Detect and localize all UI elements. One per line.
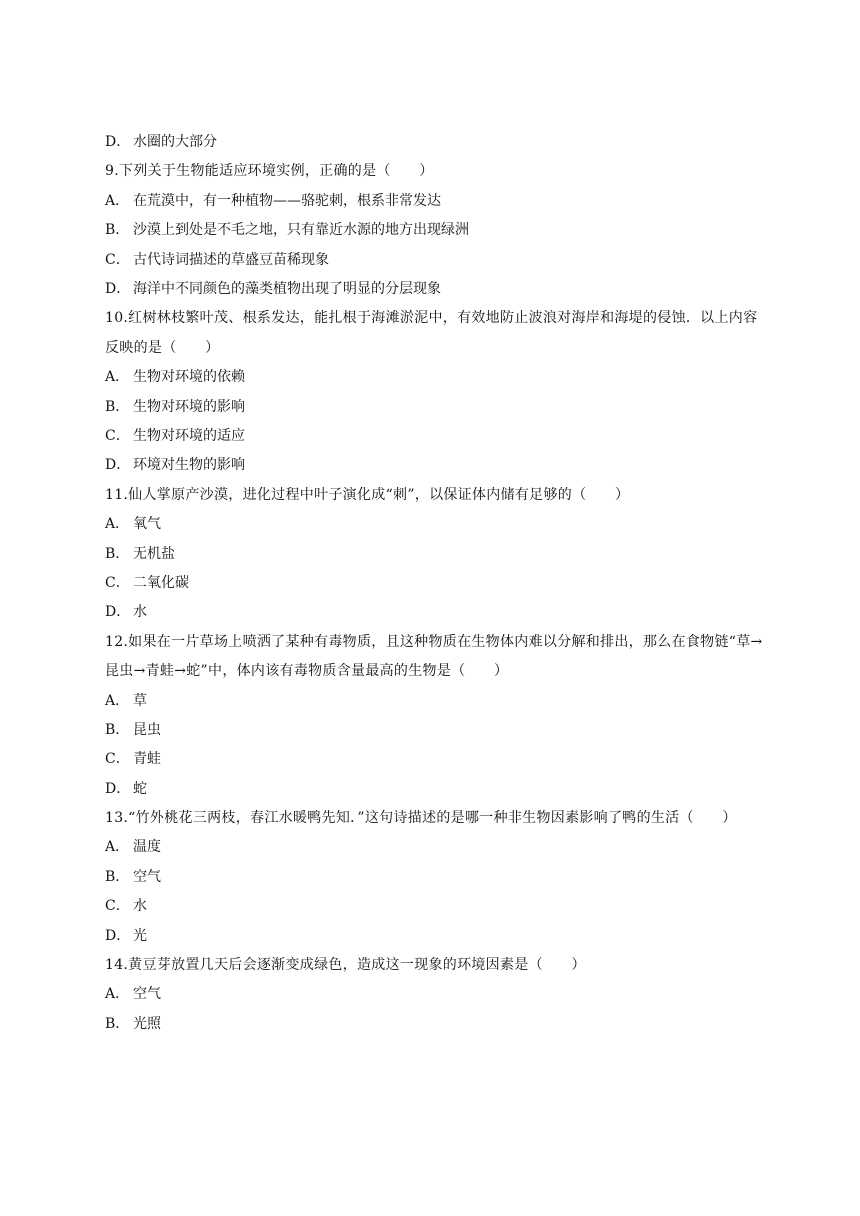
option-letter: B． [105,1015,130,1032]
answer-option [105,716,765,745]
question-stem [105,628,765,687]
answer-option [105,422,765,451]
option-letter: D． [105,280,131,297]
answer-option [105,922,765,951]
option-letter: A． [105,839,130,856]
option-letter: B． [105,398,130,415]
option-text: 生物对环境的适应 [133,427,245,444]
question-text: 红树林枝繁叶茂、根系发达，能扎根于海滩淤泥中，有效地防止波浪对海岸和海堤的侵蚀．以上内容反映的是（ ） [105,310,758,356]
option-text: 水圈的大部分 [133,134,217,150]
option-letter: D． [105,927,131,944]
answer-option [105,980,765,1009]
question-stem [105,804,765,833]
answer-option [105,246,765,275]
question-number: 9. [105,163,119,180]
option-text: 光照 [133,1015,161,1032]
question-stem [105,157,765,186]
answer-option [105,216,765,245]
answer-option [105,833,765,862]
question-stem [105,951,765,980]
answer-option [105,393,765,422]
option-text: 海洋中不同颜色的藻类植物出现了明显的分层现象 [133,280,441,297]
option-text: 昆虫 [133,721,161,738]
option-text: 无机盐 [133,545,175,562]
option-text: 空气 [133,986,161,1003]
answer-option [105,892,765,921]
option-letter: A． [105,692,130,709]
question-stem [105,481,765,510]
option-text: 生物对环境的依赖 [133,369,245,386]
question-text: 仙人掌原产沙漠，进化过程中叶子演化成“刺”，以保证体内储有足够的（ ） [128,486,630,503]
answer-option [105,451,765,480]
question-number: 13. [105,810,129,827]
answer-option [105,275,765,304]
answer-option [105,363,765,392]
option-letter: C． [105,574,130,591]
option-text: 蛇 [133,780,147,797]
option-text: 环境对生物的影响 [133,457,245,474]
answer-option [105,187,765,216]
option-text: 在荒漠中，有一种植物——骆驼刺，根系非常发达 [133,192,441,209]
option-text: 沙漠上到处是不毛之地，只有靠近水源的地方出现绿洲 [133,222,469,239]
option-text: 空气 [133,868,161,885]
question-stem [105,304,765,363]
answer-option [105,128,765,157]
option-text: 光 [133,927,147,944]
option-letter: A． [105,986,130,1003]
option-letter: D． [105,134,131,150]
question-text: “竹外桃花三两枝，春江水暖鸭先知．”这句诗描述的是哪一种非生物因素影响了鸭的生活（ ） [128,810,737,827]
option-letter: C． [105,251,130,268]
option-letter: B． [105,545,130,562]
option-letter: A． [105,516,130,533]
option-text: 青蛙 [133,751,161,768]
option-letter: A． [105,369,130,386]
question-text: 黄豆芽放置几天后会逐渐变成绿色，造成这一现象的环境因素是（ ） [128,957,586,974]
option-letter: D． [105,604,131,621]
option-text: 生物对环境的影响 [133,398,245,415]
option-text: 古代诗词描述的草盛豆苗稀现象 [133,251,329,268]
answer-option [105,569,765,598]
option-letter: C． [105,751,130,768]
option-text: 水 [133,898,147,915]
option-text: 氧气 [133,516,161,533]
option-text: 温度 [133,839,161,856]
answer-option [105,598,765,627]
question-number: 10. [105,310,129,327]
option-text: 水 [133,604,147,621]
option-letter: A． [105,192,130,209]
option-text: 草 [133,692,147,709]
question-text: 下列关于生物能适应环境实例，正确的是（ ） [118,163,434,180]
option-letter: C． [105,898,130,915]
answer-option [105,863,765,892]
answer-option [105,1010,765,1039]
question-number: 11. [105,486,129,503]
answer-option [105,510,765,539]
option-letter: B． [105,222,130,239]
answer-option [105,540,765,569]
option-text: 二氧化碳 [133,574,189,591]
question-list [105,128,765,1039]
answer-option [105,775,765,804]
option-letter: D． [105,457,131,474]
option-letter: D． [105,780,131,797]
answer-option [105,687,765,716]
option-letter: C． [105,427,130,444]
answer-option [105,745,765,774]
question-number: 12. [105,633,129,650]
question-text: 如果在一片草场上喷洒了某种有毒物质，且这种物质在生物体内难以分解和排出，那么在食物链“草→昆虫→青蛙→蛇”中，体内该有毒物质含量最高的生物是（ ） [105,633,763,680]
option-letter: B． [105,721,130,738]
option-letter: B． [105,868,130,885]
question-number: 14. [105,957,129,974]
